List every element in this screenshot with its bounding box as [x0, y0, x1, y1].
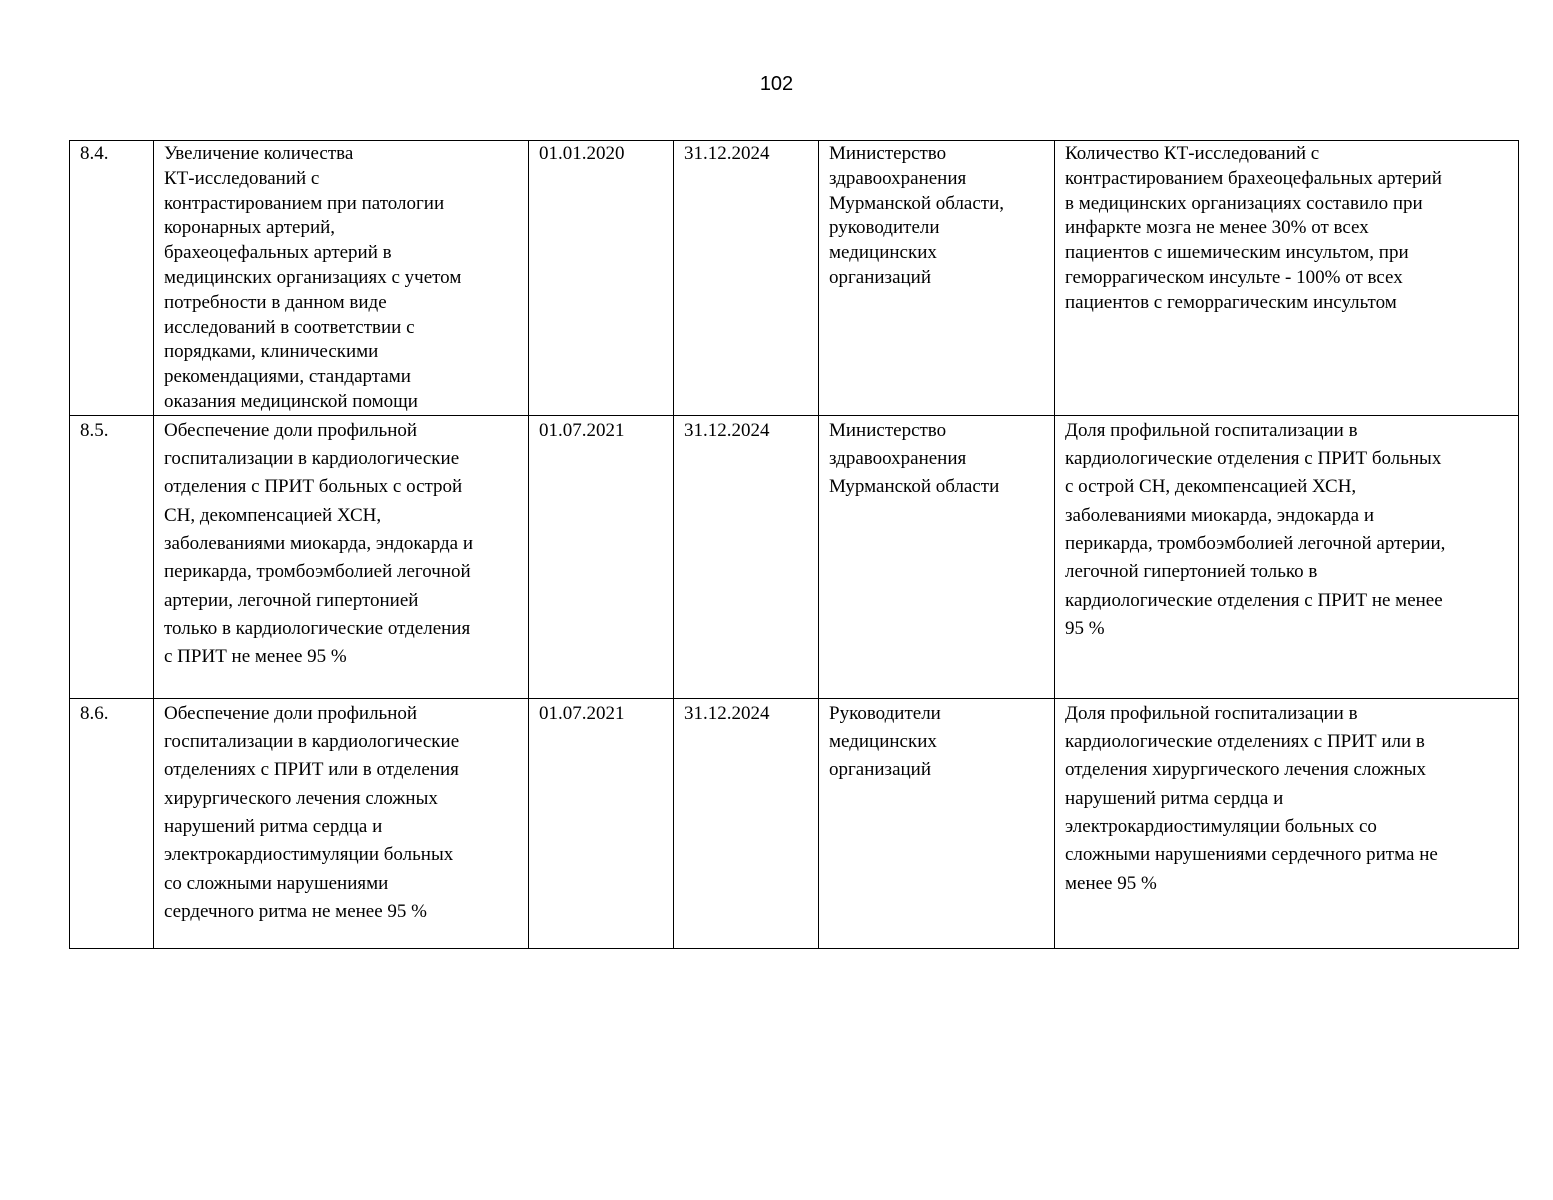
end-date-cell: 31.12.2024	[674, 415, 819, 698]
row-number: 8.4.	[70, 141, 154, 416]
start-date-cell: 01.01.2020	[529, 141, 674, 416]
table-row	[70, 698, 1519, 948]
action-cell: Обеспечение доли профильной госпитализации в кардиологические отделениях с ПРИТ или в отделения хирургического лечения сложных нарушений ритма сердца и электрокардиостимуляции больных со сложными нарушениями сердечного ритма не менее 95 %	[154, 698, 529, 948]
action-cell: Обеспечение доли профильной госпитализации в кардиологические отделения с ПРИТ больных с острой СН, декомпенсацией ХСН, заболеваниями миокарда, эндокарда и перикарда, тромбоэмболией легочной артерии, легочной гипертонией только в кардиологические отделения с ПРИТ не менее 95 %	[154, 415, 529, 698]
responsible-cell: Министерство здравоохранения Мурманской области, руководители медицинских организаций	[819, 141, 1055, 416]
end-date-cell: 31.12.2024	[674, 141, 819, 416]
result-cell: Доля профильной госпитализации в кардиологические отделениях с ПРИТ или в отделения хирургического лечения сложных нарушений ритма сердца и электрокардиостимуляции больных со сложными нарушениями сердечного ритма не менее 95 %	[1055, 698, 1519, 948]
end-date-cell: 31.12.2024	[674, 698, 819, 948]
start-date-cell: 01.07.2021	[529, 698, 674, 948]
table-row	[70, 141, 1519, 416]
row-number: 8.5.	[70, 415, 154, 698]
responsible-cell: Руководители медицинских организаций	[819, 698, 1055, 948]
result-cell: Количество КТ-исследований с контрастированием брахеоцефальных артерий в медицинских организациях составило при инфаркте мозга не менее 30% от всех пациентов с ишемическим инсультом, при геморрагическом инсульте - 100% от всех пациентов с геморрагическим инсультом	[1055, 141, 1519, 416]
start-date-cell: 01.07.2021	[529, 415, 674, 698]
action-cell: Увеличение количества КТ-исследований с контрастированием при патологии коронарных артерий, брахеоцефальных артерий в медицинских организациях с учетом потребности в данном виде исследований в соответствии с порядками, клиническими рекомендациями, стандартами оказания медицинской помощи	[154, 141, 529, 416]
responsible-cell: Министерство здравоохранения Мурманской области	[819, 415, 1055, 698]
table-row	[70, 415, 1519, 698]
result-cell: Доля профильной госпитализации в кардиологические отделения с ПРИТ больных с острой СН, декомпенсацией ХСН, заболеваниями миокарда, эндокарда и перикарда, тромбоэмболией легочной артерии, легочной гипертонией только в кардиологические отделения с ПРИТ не менее 95 %	[1055, 415, 1519, 698]
page-number: 102	[759, 73, 794, 95]
row-number: 8.6.	[70, 698, 154, 948]
measures-table	[69, 140, 1519, 949]
